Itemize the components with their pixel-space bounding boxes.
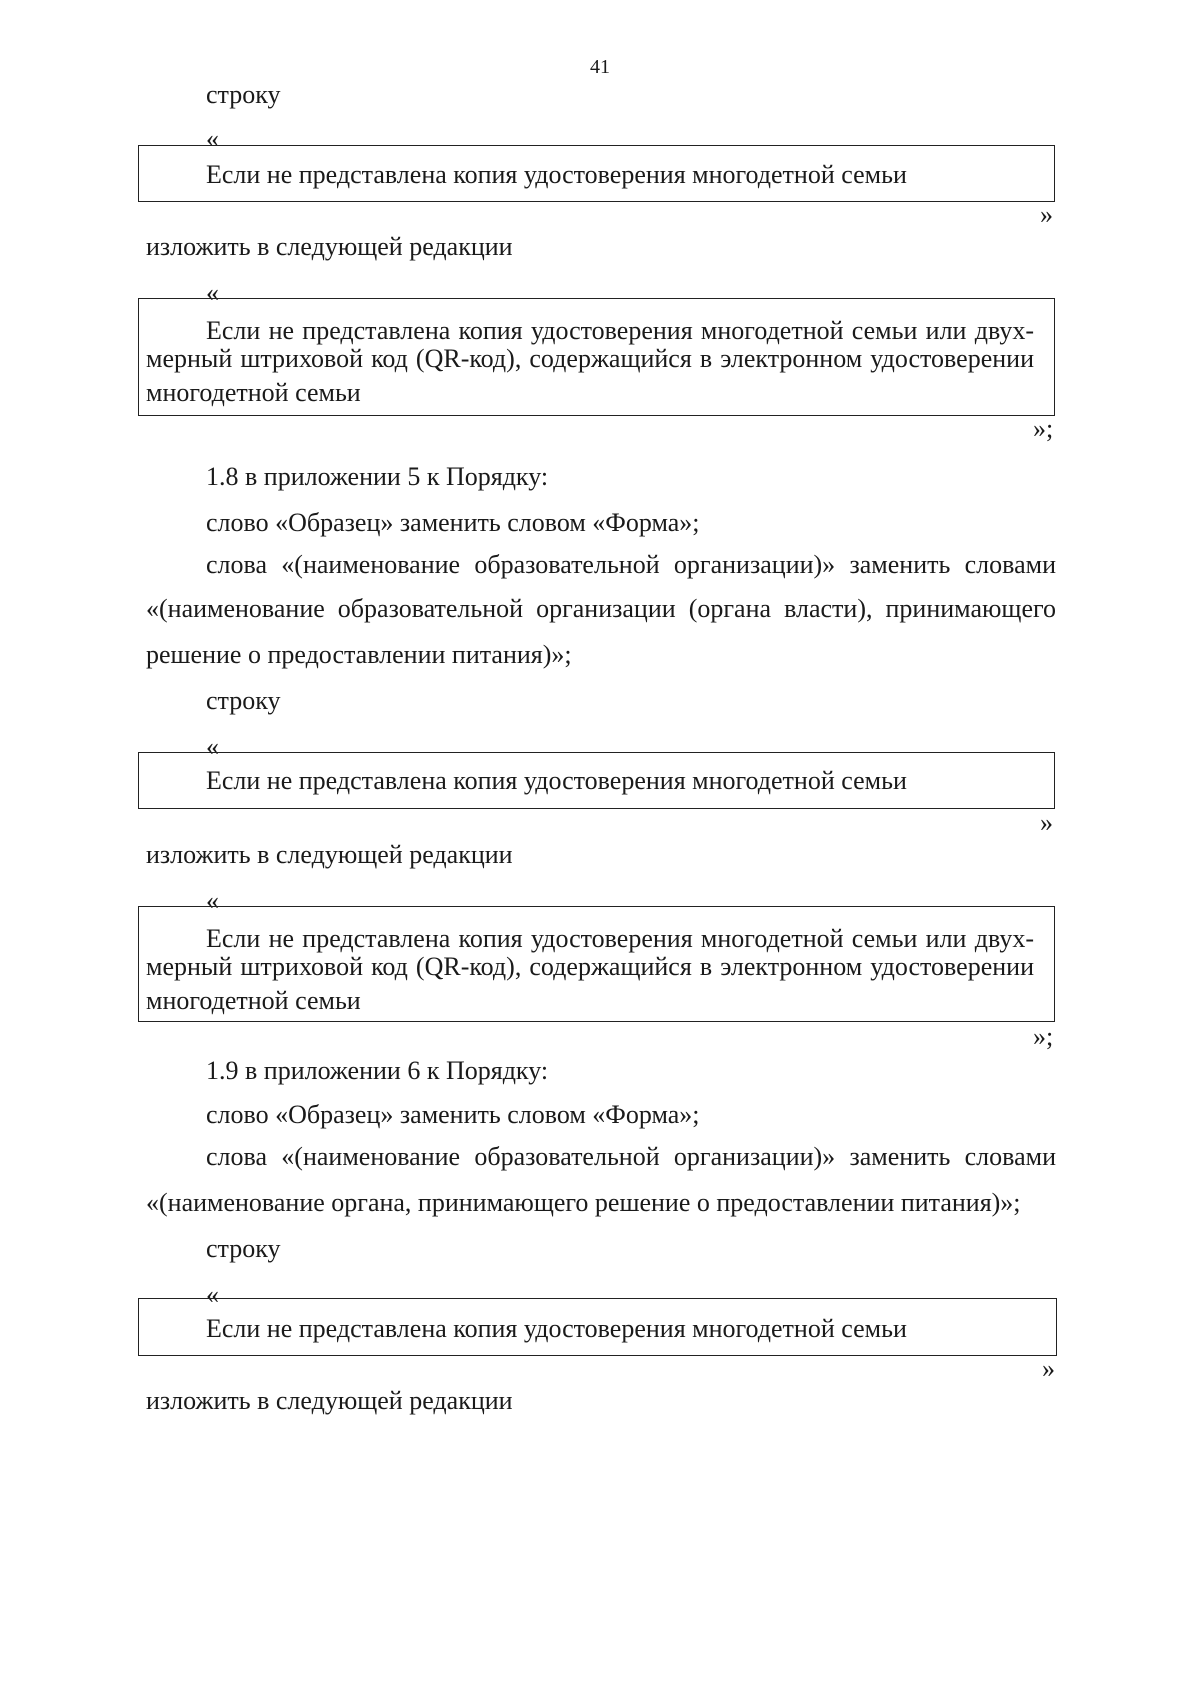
box-text: Если не представлена копия удостоверения многодетной семьи <box>206 766 907 795</box>
paragraph-heading: 1.8 в приложении 5 к Порядку: <box>206 462 549 491</box>
open-quote: « <box>206 1280 219 1309</box>
text-line: строку <box>206 80 281 109</box>
box-text: мерный штриховой код (QR-код), содержащийся в электронном удостоверении <box>146 344 1034 373</box>
paragraph-text: слово «Образец» заменить словом «Форма»; <box>206 1100 700 1129</box>
page-number: 41 <box>590 56 610 78</box>
text-line: изложить в следующей редакции <box>146 232 513 261</box>
paragraph-heading: 1.9 в приложении 6 к Порядку: <box>206 1056 549 1085</box>
close-quote: » <box>1040 200 1053 229</box>
open-quote: « <box>206 124 219 153</box>
close-quote: »; <box>1033 1022 1054 1051</box>
box-text: Если не представлена копия удостоверения многодетной семьи <box>206 160 907 189</box>
text-line: строку <box>206 686 281 715</box>
open-quote: « <box>206 278 219 307</box>
text-line: изложить в следующей редакции <box>146 840 513 869</box>
paragraph-text: слово «Образец» заменить словом «Форма»; <box>206 508 700 537</box>
paragraph-text: слова «(наименование образовательной организации)» заменить словами <box>206 1142 1056 1171</box>
text-line: строку <box>206 1234 281 1263</box>
box-text: многодетной семьи <box>146 378 361 407</box>
close-quote: »; <box>1033 414 1054 443</box>
paragraph-text: «(наименование образовательной организации (органа власти), принимающего <box>146 594 1056 623</box>
text-line: изложить в следующей редакции <box>146 1386 513 1415</box>
open-quote: « <box>206 732 219 761</box>
paragraph-text: слова «(наименование образовательной организации)» заменить словами <box>206 550 1056 579</box>
paragraph-text: «(наименование органа, принимающего решение о предоставлении питания)»; <box>146 1188 1021 1217</box>
close-quote: » <box>1042 1354 1055 1383</box>
box-text: Если не представлена копия удостоверения многодетной семьи или двух- <box>206 316 1034 345</box>
open-quote: « <box>206 886 219 915</box>
box-text: Если не представлена копия удостоверения многодетной семьи <box>206 1314 907 1343</box>
box-text: Если не представлена копия удостоверения многодетной семьи или двух- <box>206 924 1034 953</box>
paragraph-text: решение о предоставлении питания)»; <box>146 640 572 669</box>
box-text: многодетной семьи <box>146 986 361 1015</box>
box-text: мерный штриховой код (QR-код), содержащийся в электронном удостоверении <box>146 952 1034 981</box>
close-quote: » <box>1040 808 1053 837</box>
